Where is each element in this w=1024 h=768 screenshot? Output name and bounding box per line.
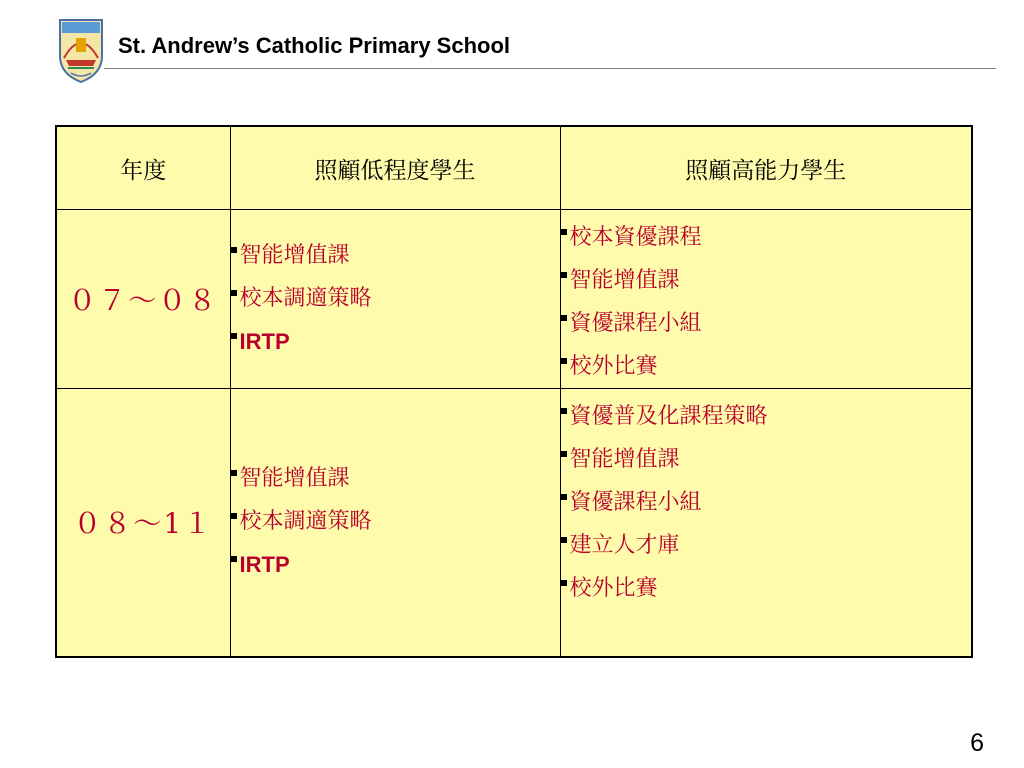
list-item <box>561 438 972 481</box>
page-number: 6 <box>970 729 984 757</box>
square-bullet-icon <box>231 290 237 296</box>
square-bullet-icon <box>231 247 237 253</box>
item-text: IRTP <box>239 329 290 354</box>
square-bullet-icon <box>231 333 237 339</box>
square-bullet-icon <box>561 358 567 364</box>
square-bullet-icon <box>231 470 237 476</box>
list-item <box>561 567 972 610</box>
list-item <box>561 259 972 302</box>
square-bullet-icon <box>231 556 237 562</box>
header-year: 年度 <box>56 126 230 210</box>
square-bullet-icon <box>561 272 567 278</box>
high-ability-cell <box>560 210 972 389</box>
list-item <box>231 320 560 364</box>
square-bullet-icon <box>231 513 237 519</box>
item-text: 智能增值課 <box>239 466 350 492</box>
list-item <box>231 457 560 500</box>
item-text: 資優課程小組 <box>569 490 702 515</box>
square-bullet-icon <box>561 315 567 321</box>
item-text: 校外比賽 <box>569 576 658 601</box>
square-bullet-icon <box>561 451 567 457</box>
high-ability-cell <box>560 389 972 657</box>
header-high-ability: 照顧高能力學生 <box>560 126 972 210</box>
square-bullet-icon <box>561 537 567 543</box>
item-text: 校本資優課程 <box>569 225 702 250</box>
table-row <box>56 210 972 389</box>
item-text: IRTP <box>239 552 290 578</box>
slide-header <box>0 0 1024 90</box>
item-text: 智能增值課 <box>239 243 350 268</box>
square-bullet-icon <box>561 408 567 414</box>
table-row <box>56 389 972 657</box>
item-text: 資優普及化課程策略 <box>569 404 768 429</box>
year-cell: ０７～０８ <box>56 210 230 389</box>
table-header-row <box>56 126 972 210</box>
item-text: 建立人才庫 <box>569 533 680 558</box>
item-text: 智能增值課 <box>569 268 680 293</box>
list-item <box>561 216 972 259</box>
list-item <box>561 524 972 567</box>
item-text: 智能增值課 <box>569 447 680 472</box>
square-bullet-icon <box>561 494 567 500</box>
list-item <box>561 302 972 345</box>
header-divider <box>104 68 996 69</box>
item-text: 校本調適策略 <box>239 509 372 535</box>
support-plan-table <box>55 125 973 658</box>
school-crest-icon <box>56 16 106 86</box>
list-item <box>231 500 560 543</box>
low-ability-cell <box>230 389 560 657</box>
list-item <box>561 345 972 388</box>
list-item <box>561 395 972 438</box>
list-item <box>231 234 560 277</box>
item-text: 校外比賽 <box>569 354 658 379</box>
header-low-ability: 照顧低程度學生 <box>230 126 560 210</box>
school-name-title: St. Andrew’s Catholic Primary School <box>118 33 511 58</box>
list-item <box>561 481 972 524</box>
item-text: 資優課程小組 <box>569 311 702 336</box>
square-bullet-icon <box>561 229 567 235</box>
square-bullet-icon <box>561 580 567 586</box>
year-cell: ０８～1１ <box>56 389 230 657</box>
item-text: 校本調適策略 <box>239 286 372 311</box>
low-ability-cell <box>230 210 560 389</box>
list-item <box>231 277 560 320</box>
list-item <box>231 543 560 587</box>
